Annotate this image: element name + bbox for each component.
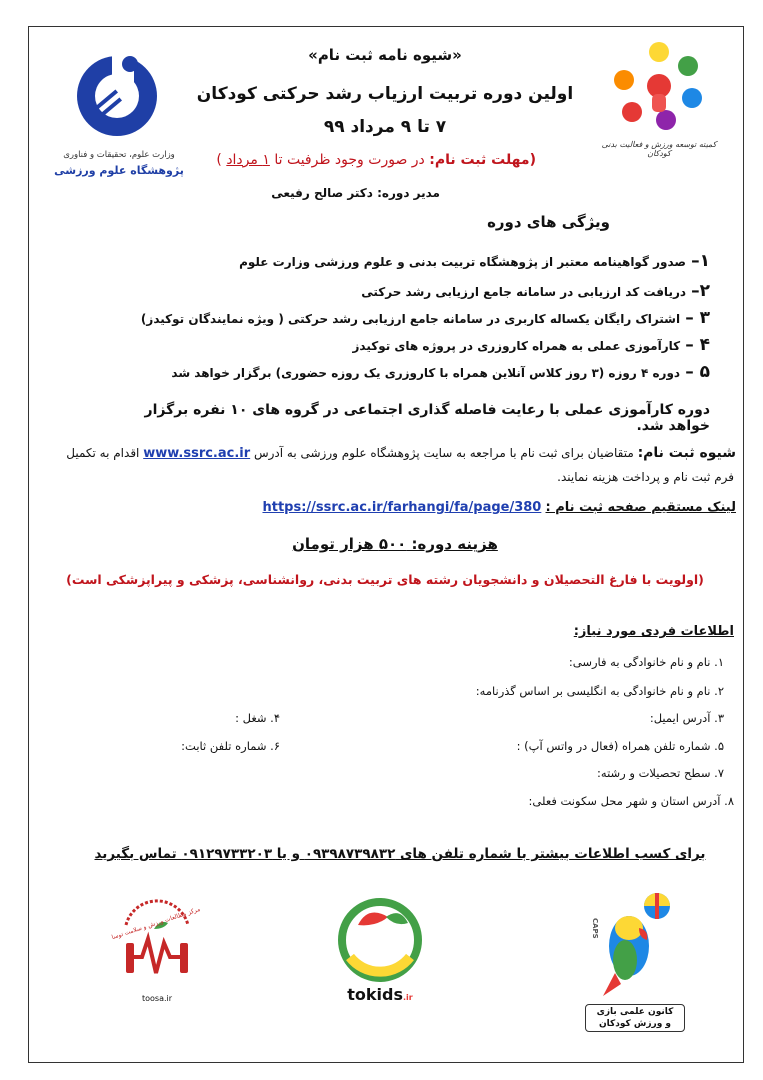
registration-line2: فرم ثبت نام و پرداخت هزینه نمایند.	[557, 470, 734, 484]
feature-num-4: ۴ –	[685, 335, 710, 355]
course-director: مدیر دوره: دکتر صالح رفیعی	[271, 186, 440, 200]
toosa-caption: مرکز مطالعات ورزش و سلامت توسا	[110, 905, 202, 942]
course-title: اولین دوره تربیت ارزیاب رشد حرکتی کودکان	[196, 84, 574, 104]
toosa-url: toosa.ir	[141, 994, 173, 1003]
priority-note: (اولویت با فارغ التحصیلان و دانشجویان رشته های تربیت بدنی، روانشناسی، پزشکی و پیراپزشکی است)	[66, 572, 704, 587]
ssrc-logo-icon	[72, 44, 162, 144]
info-item-7: ۷. سطح تحصیلات و رشته:	[597, 766, 724, 780]
direct-link-label: لینک مستقیم صفحه ثبت نام :	[545, 500, 736, 515]
tokids-wordmark	[330, 985, 430, 1004]
tokids-suffix: .ir	[403, 993, 413, 1002]
tokids-logo	[330, 895, 430, 1010]
info-item-3: ۳. آدرس ایمیل:	[649, 711, 724, 725]
registration-method	[40, 444, 736, 463]
course-dates: ۷ تا ۹ مرداد ۹۹	[323, 117, 447, 137]
registration-label: شیوه ثبت نام:	[637, 445, 736, 461]
direct-link-row	[200, 500, 736, 515]
info-item-8: ۸. آدرس استان و شهر محل سکونت فعلی:	[528, 794, 734, 808]
feature-text-1: صدور گواهینامه معتبر از پژوهشگاه تربیت بدنی و علوم ورزشی وزارت علوم	[239, 255, 687, 269]
tokids-icon	[330, 895, 430, 985]
kids-committee-caption: کمیته توسعه ورزش و فعالیت بدنی کودکان	[601, 140, 717, 158]
info-item-6: ۶. شماره تلفن ثابت:	[181, 739, 280, 753]
deadline-date: ۱ مرداد	[226, 152, 270, 168]
tokids-text: tokids	[347, 985, 403, 1004]
feature-text-2: دریافت کد ارزیابی در سامانه جامع ارزیابی رشد حرکتی	[361, 285, 687, 299]
registration-text: متقاضیان برای ثبت نام با مراجعه به سایت پژوهشگاه علوم ورزشی به آدرس	[250, 446, 638, 460]
feature-item-2	[120, 280, 710, 303]
contact-line: برای کسب اطلاعات بیشتر با شماره تلفن های ۰۹۳۹۸۷۳۹۸۳۲ و یا ۰۹۱۲۹۷۳۳۲۰۳ تماس بگیرید	[94, 846, 706, 862]
caps-logo	[585, 888, 685, 1028]
registration-text-after: اقدام به تکمیل	[66, 446, 144, 460]
ssrc-ministry-text: وزارت علوم، تحقیقات و فناوری	[63, 150, 175, 160]
kids-committee-logo	[600, 36, 718, 136]
registration-page-link[interactable]: https://ssrc.ac.ir/farhangi/fa/page/380	[262, 500, 542, 515]
info-item-2: ۲. نام و نام خانوادگی به انگلیسی بر اساس گذرنامه:	[475, 684, 724, 698]
feature-item-4	[120, 334, 710, 357]
required-info-heading: اطلاعات فردی مورد نیاز:	[573, 624, 734, 639]
deadline-label: (مهلت ثبت نام:	[429, 152, 536, 168]
feature-num-2: ۲–	[691, 281, 710, 301]
ssrc-logo	[72, 44, 162, 144]
ssrc-site-link[interactable]: www.ssrc.ac.ir	[143, 446, 251, 461]
ssrc-name-text: پژوهشگاه علوم ورزشی	[54, 164, 184, 177]
info-item-1: ۱. نام و نام خانوادگی به فارسی:	[568, 655, 724, 669]
feature-item-5	[120, 361, 710, 384]
caps-caption-box	[585, 1004, 685, 1032]
caps-caption-line1: کانون علمی بازی	[596, 1007, 674, 1017]
caps-label: CAPS	[591, 918, 599, 939]
feature-num-3: ۳ –	[685, 308, 710, 328]
features-heading: ویژگی های دوره	[487, 213, 610, 231]
feature-num-1: ۱–	[691, 251, 710, 271]
course-fee: هزینه دوره: ۵۰۰ هزار تومان	[292, 535, 498, 553]
caps-caption-line2: و ورزش کودکان	[598, 1019, 672, 1029]
feature-item-1	[120, 250, 710, 273]
practical-note: دوره کارآموزی عملی با رعایت فاصله گذاری اجتماعی در گروه های ۱۰ نفره برگزار خواهد شد.	[144, 402, 710, 434]
registration-deadline	[180, 152, 536, 168]
feature-text-3: اشتراک رایگان یکساله کاربری در سامانه جامع ارزیابی رشد حرکتی ( ویژه نمایندگان توکیدز)	[140, 312, 681, 326]
info-item-5: ۵. شماره تلفن همراه (فعال در واتس آپ) :	[516, 739, 724, 753]
form-subtitle: «شیوه نامه ثبت نام»	[308, 46, 462, 64]
deadline-close: )	[216, 152, 227, 168]
parrot-icon	[585, 888, 685, 1000]
feature-num-5: ۵ –	[685, 362, 710, 382]
feature-text-4: کارآموزی عملی به همراه کاروزری در پروژه های توکیدز	[352, 339, 681, 353]
children-circle-icon	[600, 36, 718, 136]
info-item-4: ۴. شغل :	[235, 711, 280, 725]
feature-text-5: دوره ۴ روزه (۳ روز کلاس آنلاین همراه با کاروزری یک روزه حضوری) برگزار خواهد شد	[171, 366, 681, 380]
deadline-rest: در صورت وجود ظرفیت تا	[269, 152, 430, 168]
feature-item-3	[120, 307, 710, 330]
